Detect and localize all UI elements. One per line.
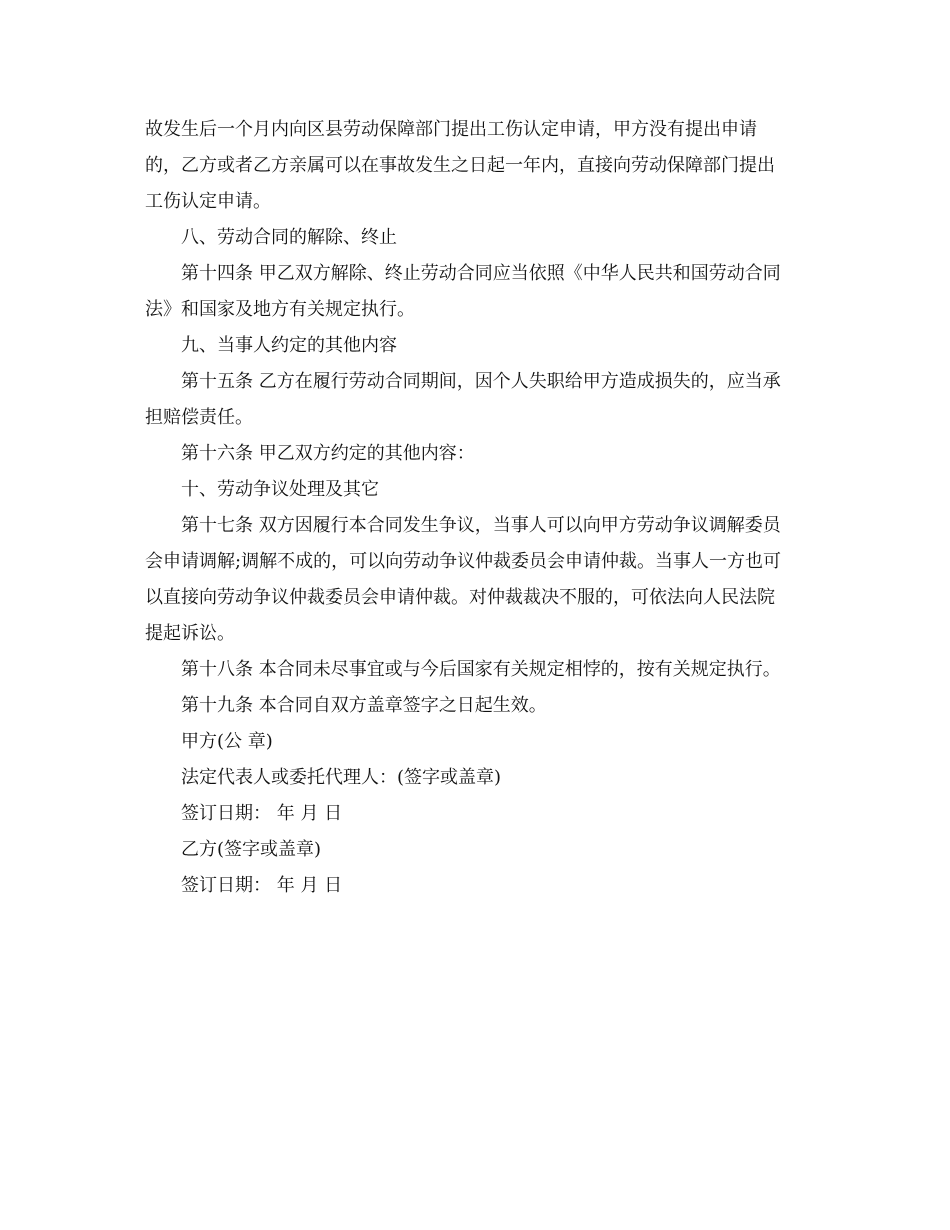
text-line: 签订日期： 年 月 日 (181, 875, 343, 896)
text-line: 担赔偿责任。 (145, 407, 253, 428)
text-line: 乙方(签字或盖章) (181, 839, 322, 860)
paragraph-work-injury-continuation (145, 112, 810, 220)
text-line: 故发生后一个月内向区县劳动保障部门提出工伤认定申请，甲方没有提出申请 (145, 119, 757, 140)
article-18 (145, 652, 810, 688)
heading-text: 九、当事人约定的其他内容 (181, 335, 397, 356)
article-17 (145, 508, 810, 652)
text-line: 第十七条 双方因履行本合同发生争议，当事人可以向甲方劳动争议调解委员 (181, 515, 781, 536)
party-a-seal (145, 724, 810, 760)
legal-representative-signature (145, 760, 810, 796)
party-b-signing-date (145, 868, 810, 904)
text-line: 第十四条 甲乙双方解除、终止劳动合同应当依照《中华人民共和国劳动合同 (181, 263, 781, 284)
article-14 (145, 256, 810, 328)
text-line: 法》和国家及地方有关规定执行。 (145, 299, 415, 320)
text-line: 第十六条 甲乙双方约定的其他内容： (181, 443, 475, 464)
section-heading-disputes (145, 472, 810, 508)
text-line: 第十九条 本合同自双方盖章签字之日起生效。 (181, 695, 547, 716)
text-line: 以直接向劳动争议仲裁委员会申请仲裁。对仲裁裁决不服的，可依法向人民法院 (145, 587, 775, 608)
heading-text: 八、劳动合同的解除、终止 (181, 227, 397, 248)
text-line: 会申请调解;调解不成的，可以向劳动争议仲裁委员会申请仲裁。当事人一方也可 (145, 551, 782, 572)
text-line: 的，乙方或者乙方亲属可以在事故发生之日起一年内，直接向劳动保障部门提出 (145, 155, 775, 176)
article-19 (145, 688, 810, 724)
text-line: 法定代表人或委托代理人：(签字或盖章) (181, 767, 502, 788)
article-16 (145, 436, 810, 472)
document-body (145, 112, 810, 904)
party-a-signing-date (145, 796, 810, 832)
article-15 (145, 364, 810, 436)
text-line: 提起诉讼。 (145, 623, 235, 644)
party-b-signature (145, 832, 810, 868)
section-heading-termination (145, 220, 810, 256)
text-line: 第十八条 本合同未尽事宜或与今后国家有关规定相悖的，按有关规定执行。 (181, 659, 781, 680)
heading-text: 十、劳动争议处理及其它 (181, 479, 379, 500)
text-line: 签订日期： 年 月 日 (181, 803, 343, 824)
text-line: 甲方(公 章) (181, 731, 273, 752)
section-heading-other-terms (145, 328, 810, 364)
text-line: 第十五条 乙方在履行劳动合同期间，因个人失职给甲方造成损失的，应当承 (181, 371, 781, 392)
text-line: 工伤认定申请。 (145, 191, 271, 212)
